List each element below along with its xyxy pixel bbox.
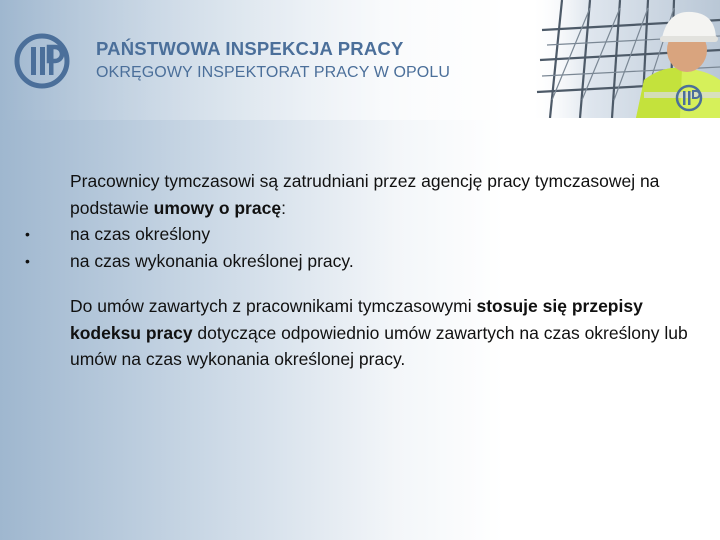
pip-logo-icon xyxy=(14,33,70,89)
header-banner xyxy=(0,0,720,120)
list-item-text: na czas wykonania określonej pracy. xyxy=(70,250,354,271)
rules-end: dotyczące odpowiednio umów zawartych na czas określony lub umów na czas wykonania określonej pracy. xyxy=(70,322,688,369)
list-item xyxy=(20,248,700,275)
rules-bold-text: stosuje się przepisy kodeksu pracy xyxy=(70,296,643,343)
rules-paragraph xyxy=(20,293,700,373)
rules-text: Do umów zawartych z pracownikami tymczasowymi xyxy=(70,296,477,316)
organization-name: PAŃSTWOWA INSPEKCJA PRACY xyxy=(96,38,404,59)
bullet-list xyxy=(20,221,700,274)
intro-end: : xyxy=(281,197,286,218)
inspector-photo xyxy=(532,0,720,118)
intro-text: Pracownicy tymczasowi są zatrudniani przez agencję pracy tymczasowej na podstawie xyxy=(70,171,660,218)
list-item xyxy=(20,221,700,248)
intro-paragraph xyxy=(20,168,700,221)
bullet-icon: • xyxy=(25,252,30,269)
bullet-icon: • xyxy=(25,226,30,242)
intro-bold-text: umowy o pracę xyxy=(153,197,282,218)
organization-subtitle: OKRĘGOWY INSPEKTORAT PRACY W OPOLU xyxy=(96,64,450,81)
slide-content xyxy=(20,168,700,373)
list-item-text: na czas określony xyxy=(70,224,211,244)
